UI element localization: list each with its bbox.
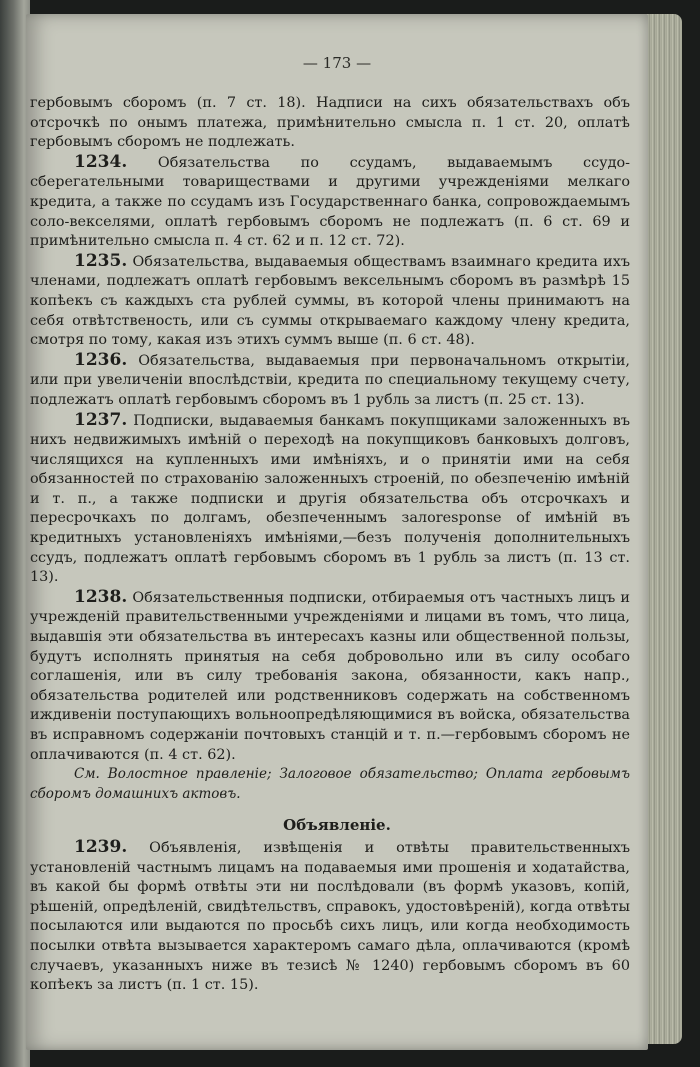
paragraph-number: 1237. [74,409,128,430]
page-text [26,94,648,996]
paragraph-1236 [26,351,648,411]
paragraph-text: Обязательства по ссудамъ, выдаваемымъ ссудо-сберегательными товариществами и другими учрежденiями мелкаго кредита, а также по ссудамъ изъ Государственнаго банка, сопровождаемымъ соло-векселями, оплатѣ гербовымъ сборомъ не подлежатъ (п. 6 ст. 69 и примѣнительно смысла п. 4 ст. 62 и п. 12 ст. 72). [30,154,630,250]
paragraph-1237 [26,411,648,588]
paragraph-number: 1235. [74,250,128,271]
continuation-text: гербовымъ сборомъ (п. 7 ст. 18). Надписи на сихъ обязательствахъ объ отсрочкѣ по онымъ платежа, примѣнительно смысла п. 1 ст. 20, оплатѣ гербовымъ сборомъ не подлежать. [30,95,630,151]
page-number: — 173 — [302,54,372,72]
paragraph-1234 [26,153,648,252]
page-stack-edge [646,14,682,1044]
paragraph-1235 [26,252,648,351]
paragraph-number: 1234. [74,151,128,172]
paragraph-text: Подписки, выдаваемыя банкамъ покупщиками заложенныхъ въ нихъ недвижимыхъ имѣнiй о переходѣ на покупщиковъ банковыхъ долговъ, числящихся на купленныхъ ими имѣнiяхъ, и о принятiи ими на себя обязанностей по страхованiю заложенныхъ строенiй, по обезпеченiю имѣнiй и т. п., а также подписки и другiя обязательства объ отсрочкахъ и пересрочкахъ по долгамъ, обезпеченнымъ залоresponse of имѣнiй въ кредитныхъ установленiяхъ имѣнiями,—безъ полученiя дополнительныхъ ссудъ, подлежатъ оплатѣ гербовымъ сборомъ въ 1 рубль за листъ (п. 13 ст. 13). [30,412,630,586]
paragraph-1239 [26,838,648,996]
paragraph-text: Обязательственныя подписки, отбираемыя отъ частныхъ лицъ и учрежденiй правительственными учрежденiями и лицами въ томъ, что лица, выдавшiя эти обязательства въ интересахъ казны или общественной пользы, будутъ исполнять принятыя на себя добровольно или въ силу особаго соглашенiя, или въ силу требованiя закона, обязанности, какъ напр., обязательства родителей или родственниковъ содержать на собственномъ иждивенiи поступающихъ вольноопредѣляющимися въ войска, обязательства въ исправномъ содержанiи почтовыхъ станцiй и т. п.—гербовымъ сборомъ не оплачиваются (п. 4 ст. 62). [30,589,630,763]
paragraph-number: 1239. [74,836,128,857]
paragraph-number: 1238. [74,586,128,607]
paragraph-1238 [26,588,648,765]
paragraph-text: Обязательства, выдаваемыя при первоначальномъ открытiи, или при увеличенiи впослѣдствiи, кредита по специальному текущему счету, подлежатъ оплатѣ гербовымъ сборомъ въ 1 рубль за листъ (п. 25 ст. 13). [30,352,630,408]
see-also-note: См. Волостное правленiе; Залоговое обязательство; Оплата гербовымъ сборомъ домашнихъ актовъ. [30,766,630,802]
book-page [26,14,648,1050]
paragraph-number: 1236. [74,349,128,370]
paragraph-text: Обязательства, выдаваемыя обществамъ взаимнаго кредита ихъ членами, подлежатъ оплатѣ гербовымъ вексельнымъ сборомъ въ размѣрѣ 15 копѣекъ съ каждыхъ ста рублей суммы, въ которой члены принимаютъ на себя отвѣтственость, или съ суммы открываемаго каждому члену кредита, смотря по тому, какая изъ этихъ суммъ выше (п. 6 ст. 48). [30,253,630,349]
paragraph-text: Объявленiя, извѣщенiя и отвѣты правительственныхъ установленiй частнымъ лицамъ на подаваемыя ими прошенiя и ходатайства, въ какой бы формѣ отвѣты эти ни послѣдовали (въ формѣ указовъ, копiй, рѣшенiй, опредѣленiй, свидѣтельствъ, справокъ, удостовѣренiй), когда отвѣты посылаются или выдаются по просьбѣ сихъ лицъ, или когда необходимость посылки отвѣта вызывается характеромъ самаго дѣла, оплачиваются (кромѣ случаевъ, указанныхъ ниже въ тезисѣ № 1240) гербовымъ сборомъ въ 60 копѣекъ за листъ (п. 1 ст. 15). [30,839,630,994]
section-heading: Объявленiе. [283,816,391,835]
